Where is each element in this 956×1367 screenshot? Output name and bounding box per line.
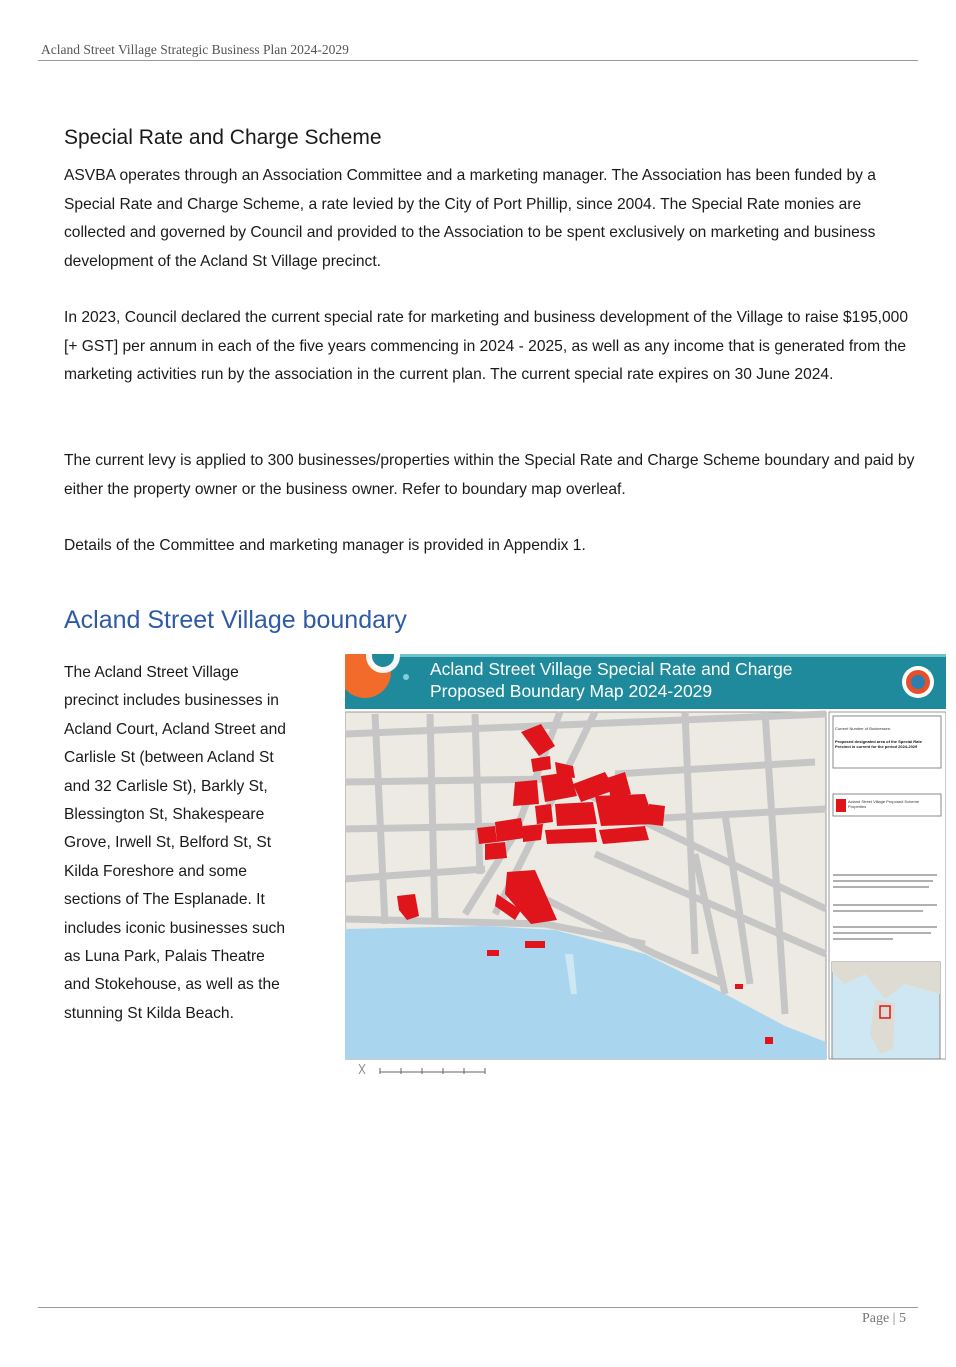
map-title-line-2: Proposed Boundary Map 2024-2029 [430,681,713,701]
page-number: Page | 5 [861,1311,906,1326]
header-divider [38,60,918,61]
paragraph-committee-details: Details of the Committee and marketing manager is provided in Appendix 1. [64,537,586,554]
paragraph-levy: The current levy is applied to 300 businesses/properties within the Special Rate and Charge Scheme boundary and paid by either the property owner or the business owner. Refer to boundary map overleaf. [64,452,915,498]
footer-divider [38,1307,918,1308]
section-heading-special-rate: Special Rate and Charge Scheme [64,126,382,149]
map-legend-key: Acland Street Village Proposed Scheme Properties [848,799,920,809]
map-legend-current: Current Number of Businesses: [835,726,891,731]
boundary-description: The Acland Street Village precinct includes businesses in Acland Court, Acland Street and Carlisle St (between Acland St and 32 Carlisle St), Barkly St, Blessington St, Shakespeare Grove, Irwell St, Belford St, St Kilda Foreshore and some sections of The Esplanade. It includes iconic businesses such as Luna Park, Palais Theatre and Stokehouse, as well as the stunning St Kilda Beach. [64,664,286,1022]
boundary-map-graphic [345,654,946,1079]
map-title-line-1: Acland Street Village Special Rate and Charge [430,659,793,679]
paragraph-special-rate-2023: In 2023, Council declared the current special rate for marketing and business development of the Village to raise $195,000 [+ GST] per annum in each of the five years commencing in 2024 - 2025, as well as any income that is generated from the marketing activities run by the association in the current plan. The current special rate expires on 30 June 2024. [64,309,909,383]
map-title [430,658,793,702]
running-header: Acland Street Village Strategic Business Plan 2024-2029 [41,42,349,57]
boundary-map [345,654,946,1079]
map-legend-proposed: Proposed designated area of the Special Rate Precinct is current for the period 2024-2029 [835,739,922,749]
paragraph-association: ASVBA operates through an Association Committee and a marketing manager. The Association has been funded by a Special Rate and Charge Scheme, a rate levied by the City of Port Phillip, since 2004. The Special Rate monies are collected and governed by Council and provided to the Association to be spent exclusively on marketing and business development of the Acland St Village precinct. [64,167,876,270]
section-heading-boundary: Acland Street Village boundary [64,606,407,634]
